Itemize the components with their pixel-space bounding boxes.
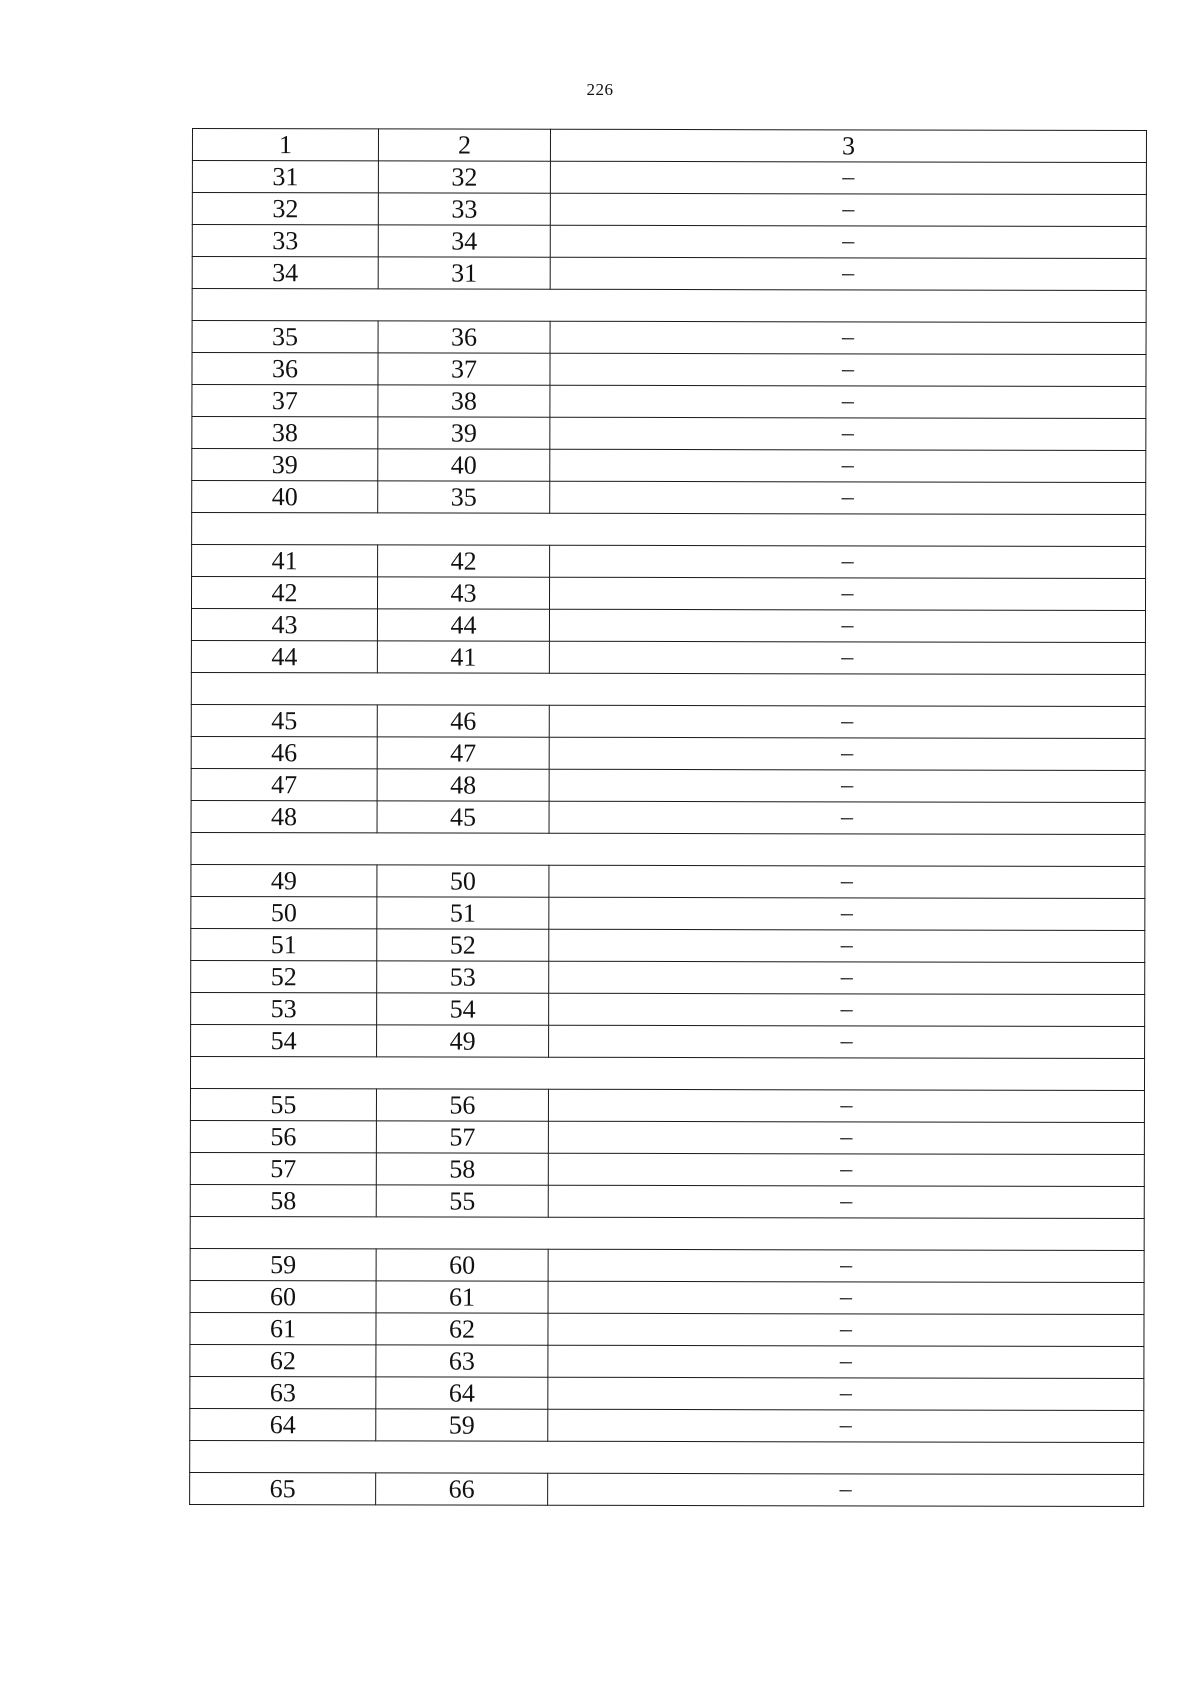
table-row [191, 1024, 1145, 1058]
table-cell-col-2: 41 [377, 641, 549, 673]
table-cell-col-3: – [548, 1473, 1144, 1506]
table-cell-col-1: 59 [190, 1248, 376, 1280]
table-cell-col-3: – [550, 545, 1146, 578]
table-cell-col-2: 63 [376, 1345, 548, 1377]
table-cell-col-1: 34 [192, 257, 378, 289]
table-cell-col-2: 49 [377, 1025, 549, 1057]
table-cell-col-3: – [549, 801, 1145, 834]
table-row [190, 1376, 1144, 1410]
table-cell-col-2: 56 [376, 1089, 548, 1121]
group-separator-row [190, 1056, 1144, 1090]
table-row [191, 896, 1145, 930]
table-row [190, 1312, 1144, 1346]
table-cell-col-1: 65 [190, 1472, 376, 1504]
table-cell-col-2: 40 [378, 449, 550, 481]
table-cell-col-1: 38 [192, 417, 378, 449]
table-cell-col-2: 46 [377, 705, 549, 737]
table-cell-col-1: 51 [191, 928, 377, 960]
table-row [191, 768, 1145, 802]
group-separator-row [190, 1440, 1144, 1474]
table-cell-col-1: 40 [192, 481, 378, 513]
table-cell-col-3: – [549, 641, 1145, 674]
separator-cell [191, 672, 1145, 706]
table-row [191, 960, 1145, 994]
table-cell-col-3: – [550, 321, 1146, 354]
table-row [192, 193, 1146, 227]
table-row [191, 609, 1145, 643]
table-cell-col-3: – [550, 161, 1146, 194]
table-cell-col-2: 31 [378, 257, 550, 289]
table-cell-col-3: – [549, 609, 1145, 642]
table-row [192, 417, 1146, 451]
table-cell-col-2: 61 [376, 1281, 548, 1313]
table-cell-col-3: – [549, 961, 1145, 994]
table-cell-col-2: 43 [377, 577, 549, 609]
table-cell-col-1: 33 [192, 225, 378, 257]
table-cell-col-2: 48 [377, 769, 549, 801]
table-cell-col-1: 55 [190, 1088, 376, 1120]
group-separator-row [191, 832, 1145, 866]
table-cell-col-2: 36 [378, 321, 550, 353]
table-cell-col-1: 54 [191, 1024, 377, 1056]
group-separator-row [191, 672, 1145, 706]
table-cell-col-2: 54 [377, 993, 549, 1025]
table-cell-col-2: 45 [377, 801, 549, 833]
table-cell-col-3: – [550, 449, 1146, 482]
table-cell-col-1: 42 [191, 577, 377, 609]
table-cell-col-2: 33 [378, 193, 550, 225]
table-cell-col-1: 57 [190, 1152, 376, 1184]
table-cell-col-2: 58 [376, 1153, 548, 1185]
table-row [192, 321, 1146, 355]
table-row [191, 864, 1145, 898]
table-cell-col-3: – [550, 225, 1146, 258]
table-cell-col-1: 31 [192, 161, 378, 193]
table-row [190, 1184, 1144, 1218]
group-separator-row [192, 513, 1146, 547]
table-cell-col-1: 60 [190, 1280, 376, 1312]
header-row [192, 129, 1146, 163]
table-cell-col-2: 64 [376, 1377, 548, 1409]
table-row [191, 928, 1145, 962]
table-cell-col-2: 47 [377, 737, 549, 769]
table-cell-col-1: 62 [190, 1344, 376, 1376]
table-cell-col-3: – [548, 1377, 1144, 1410]
table-row [191, 577, 1145, 611]
table-cell-col-3: – [548, 1185, 1144, 1218]
separator-cell [191, 832, 1145, 866]
table-row [190, 1344, 1144, 1378]
table-cell-col-1: 64 [190, 1408, 376, 1440]
table-row [192, 481, 1146, 515]
table-cell-col-1: 32 [192, 193, 378, 225]
table-cell-col-1: 61 [190, 1312, 376, 1344]
separator-cell [190, 1440, 1144, 1474]
table-cell-col-1: 49 [191, 864, 377, 896]
table-row [190, 1472, 1144, 1506]
table-row [190, 1088, 1144, 1122]
table-row [191, 992, 1145, 1026]
table-cell-col-1: 37 [192, 385, 378, 417]
table-cell-col-3: – [548, 1313, 1144, 1346]
table-cell-col-2: 51 [377, 897, 549, 929]
table-cell-col-1: 41 [192, 545, 378, 577]
table-cell-col-3: – [549, 865, 1145, 898]
table-cell-col-1: 58 [190, 1184, 376, 1216]
table-cell-col-1: 48 [191, 800, 377, 832]
separator-cell [190, 1216, 1144, 1250]
table-cell-col-3: – [549, 577, 1145, 610]
table-cell-col-2: 35 [378, 481, 550, 513]
table-cell-col-1: 50 [191, 896, 377, 928]
table-row [192, 449, 1146, 483]
table-cell-col-2: 57 [376, 1121, 548, 1153]
table-cell-col-3: – [550, 257, 1146, 290]
table-cell-col-1: 53 [191, 992, 377, 1024]
table-row [192, 385, 1146, 419]
table-cell-col-1: 44 [191, 640, 377, 672]
table-cell-col-2: 37 [378, 353, 550, 385]
table-cell-col-1: 47 [191, 768, 377, 800]
table-cell-col-3: – [548, 1249, 1144, 1282]
table-cell-col-1: 43 [191, 609, 377, 641]
table-cell-col-3: – [549, 705, 1145, 738]
table-cell-col-1: 56 [190, 1120, 376, 1152]
table-cell-col-3: – [550, 481, 1146, 514]
table-cell-col-1: 36 [192, 353, 378, 385]
table-cell-col-1: 45 [191, 704, 377, 736]
table-cell-col-2: 59 [376, 1409, 548, 1441]
table-cell-col-3: – [548, 1409, 1144, 1442]
table-cell-col-2: 44 [377, 609, 549, 641]
table-row [191, 640, 1145, 674]
table-cell-col-3: – [549, 929, 1145, 962]
separator-cell [192, 289, 1146, 323]
table-row [190, 1152, 1144, 1186]
table-cell-col-3: – [550, 193, 1146, 226]
table-cell-col-3: – [549, 897, 1145, 930]
table-cell-col-2: 42 [378, 545, 550, 577]
header-cell-3: 3 [550, 129, 1146, 162]
table-cell-col-2: 53 [377, 961, 549, 993]
table-cell-col-1: 63 [190, 1376, 376, 1408]
table-cell-col-2: 66 [376, 1473, 548, 1505]
table-cell-col-3: – [548, 1345, 1144, 1378]
table-cell-col-3: – [549, 1025, 1145, 1058]
table-row [192, 225, 1146, 259]
table-cell-col-1: 39 [192, 449, 378, 481]
table-row [191, 704, 1145, 738]
table-cell-col-3: – [548, 1153, 1144, 1186]
table-cell-col-1: 46 [191, 736, 377, 768]
table-cell-col-1: 52 [191, 960, 377, 992]
table-cell-col-2: 39 [378, 417, 550, 449]
separator-cell [190, 1056, 1144, 1090]
table-row [191, 736, 1145, 770]
table-cell-col-3: – [548, 1281, 1144, 1314]
table-cell-col-3: – [550, 417, 1146, 450]
table-cell-col-2: 32 [378, 161, 550, 193]
table-cell-col-3: – [550, 353, 1146, 386]
table-cell-col-3: – [548, 1089, 1144, 1122]
table-body [190, 161, 1147, 1507]
table-cell-col-2: 55 [376, 1185, 548, 1217]
group-separator-row [190, 1216, 1144, 1250]
table-row [191, 800, 1145, 834]
table-row [190, 1408, 1144, 1442]
table-cell-col-2: 38 [378, 385, 550, 417]
table-row [190, 1248, 1144, 1282]
table-cell-col-2: 50 [377, 865, 549, 897]
header-cell-1: 1 [192, 129, 378, 161]
data-table [189, 128, 1147, 1507]
table-row [192, 161, 1146, 195]
table-cell-col-2: 60 [376, 1249, 548, 1281]
table-row [192, 545, 1146, 579]
separator-cell [192, 513, 1146, 547]
table-cell-col-2: 62 [376, 1313, 548, 1345]
table-cell-col-1: 35 [192, 321, 378, 353]
header-cell-2: 2 [378, 129, 550, 161]
table-cell-col-3: – [550, 385, 1146, 418]
table-row [192, 257, 1146, 291]
table-row [190, 1120, 1144, 1154]
table-cell-col-3: – [549, 769, 1145, 802]
table-cell-col-3: – [549, 993, 1145, 1026]
table-cell-col-2: 34 [378, 225, 550, 257]
table-row [192, 353, 1146, 387]
table-cell-col-3: – [549, 737, 1145, 770]
group-separator-row [192, 289, 1146, 323]
table-cell-col-2: 52 [377, 929, 549, 961]
table-cell-col-3: – [548, 1121, 1144, 1154]
page-number: 226 [586, 80, 614, 99]
table-row [190, 1280, 1144, 1314]
